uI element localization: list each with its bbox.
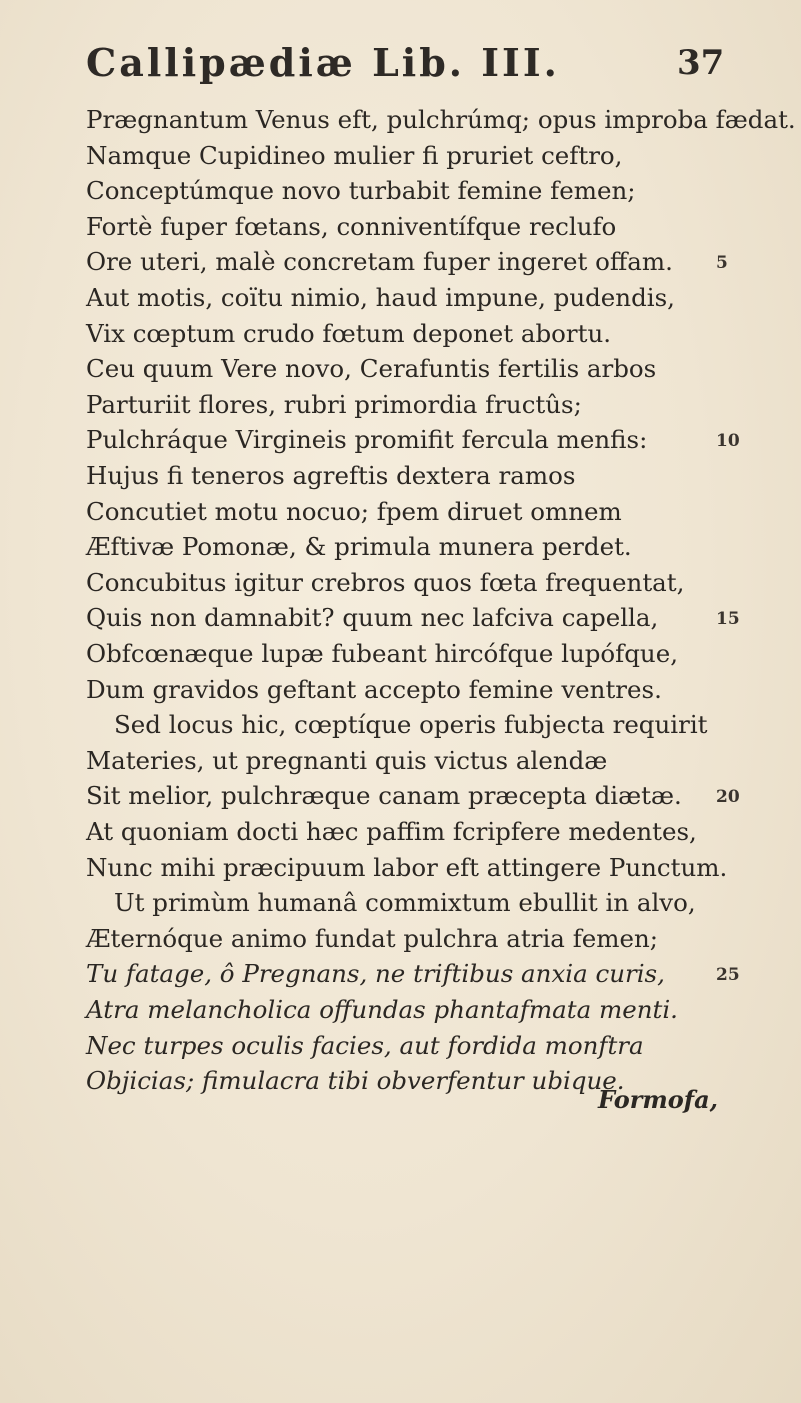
verse-line: Concubitus igitur crebros quos fœta frequentat,: [86, 568, 685, 597]
verse-line: Fortè fuper fœtans, conniventífque reclufo: [86, 212, 617, 241]
line-number: 5: [716, 253, 728, 273]
line-number: 10: [716, 431, 740, 451]
line-number: 15: [716, 609, 740, 629]
verse-line: At quoniam docti hæc paffim fcripfere medentes,: [86, 817, 697, 846]
verse-line: Sed locus hic, cœptíque operis fubjecta requirit: [114, 710, 708, 739]
page-header: [86, 40, 786, 88]
catchword: Formofa,: [598, 1085, 719, 1114]
verse-line: Concutiet motu nocuo; fpem diruet omnem: [86, 497, 622, 526]
line-number: 20: [716, 787, 740, 807]
verse-line: Vix cœptum crudo fœtum deponet abortu.: [86, 319, 612, 348]
verse-line: Obfcœnæque lupæ fubeant hircófque lupófque,: [86, 639, 678, 668]
verse-line: Parturiit flores, rubri primordia fructûs;: [86, 390, 582, 419]
verse-line: Prægnantum Venus eft, pulchrúmq; opus improba fædat.: [86, 105, 796, 134]
verse-line: Tu fatage, ô Pregnans, ne triftibus anxia curis,: [86, 959, 665, 988]
running-head: Callipædiæ Lib. III.: [86, 40, 560, 85]
verse-line: Namque Cupidineo mulier fi pruriet ceftro,: [86, 141, 623, 170]
verse-line: Atra melancholica offundas phantafmata menti.: [86, 995, 678, 1024]
verse-line: Hujus fi teneros agreftis dextera ramos: [86, 461, 576, 490]
verse-line: Ore uteri, malè concretam fuper ingeret offam.: [86, 247, 673, 276]
verse-line: Sit melior, pulchræque canam præcepta diætæ.: [86, 781, 682, 810]
verse-line: Materies, ut pregnanti quis victus alendæ: [86, 746, 608, 775]
verse-line: Nunc mihi præcipuum labor eft attingere Punctum.: [86, 853, 728, 882]
verse-line: Æftivæ Pomonæ, & primula munera perdet.: [86, 532, 632, 561]
verse-line: Quis non damnabit? quum nec lafciva capella,: [86, 603, 659, 632]
page-number: 37: [677, 43, 725, 83]
verse-line: Objicias; fimulacra tibi obverfentur ubique.: [86, 1066, 625, 1095]
verse-line: Ut primùm humanâ commixtum ebullit in alvo,: [114, 888, 696, 917]
verse-line: Conceptúmque novo turbabit femine femen;: [86, 176, 636, 205]
verse-line: Ceu quum Vere novo, Cerafuntis fertilis arbos: [86, 354, 657, 383]
verse-line: Aut motis, coïtu nimio, haud impune, pudendis,: [86, 283, 675, 312]
verse-line: Nec turpes oculis facies, aut fordida monftra: [86, 1031, 644, 1060]
verse-line: Dum gravidos geftant accepto femine ventres.: [86, 675, 662, 704]
verse-line: Æternóque animo fundat pulchra atria femen;: [86, 924, 659, 953]
line-number: 25: [716, 965, 740, 985]
verse-line: Pulchráque Virgineis promifit fercula menfis:: [86, 425, 648, 454]
